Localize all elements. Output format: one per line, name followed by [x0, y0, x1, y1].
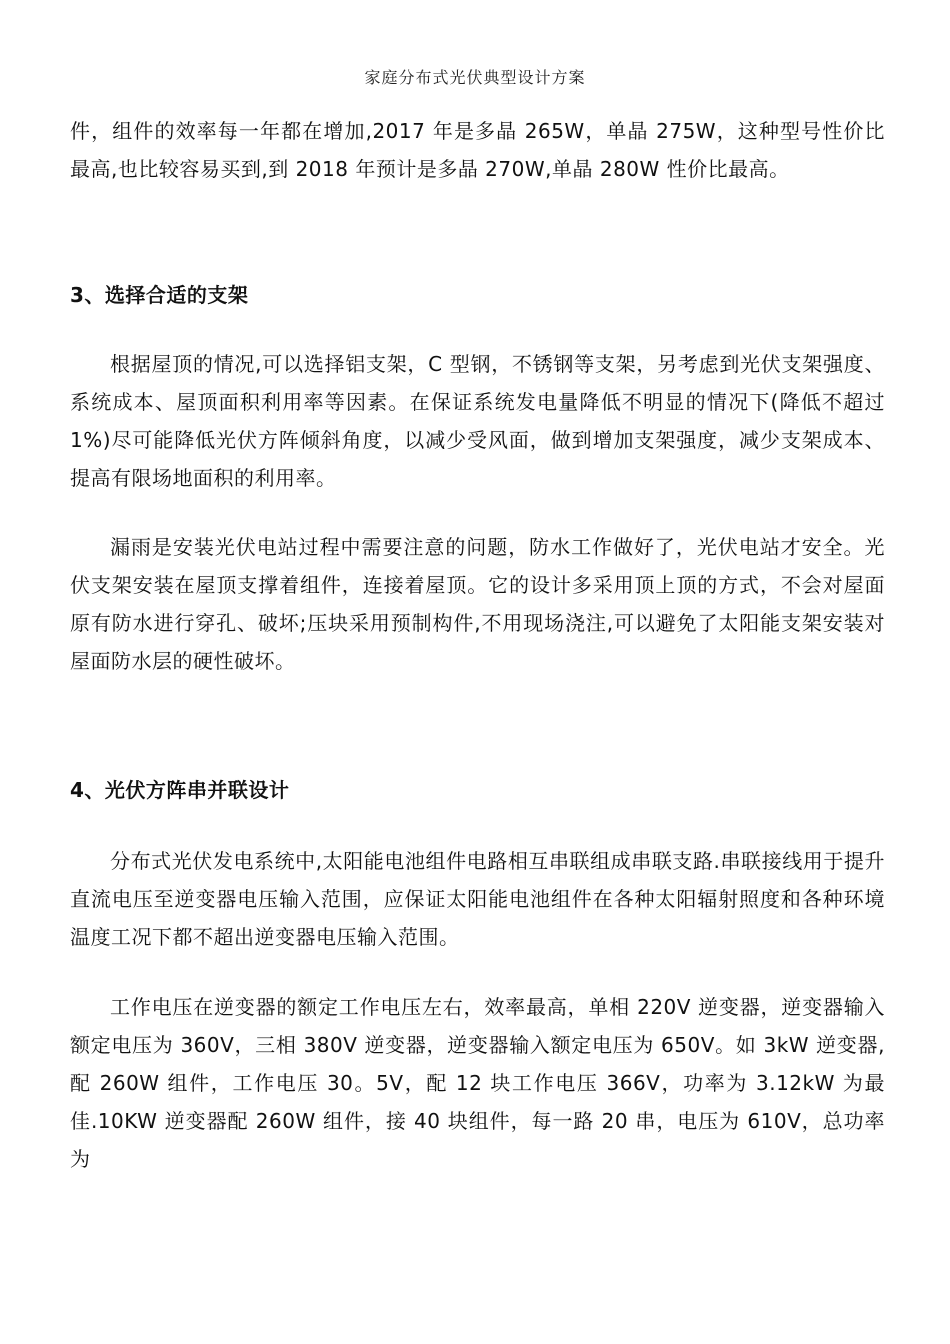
document-body [70, 112, 885, 1178]
section-heading-3: 3、选择合适的支架 [70, 283, 249, 307]
continuation-paragraph: 件，组件的效率每一年都在增加,2017 年是多晶 265W，单晶 275W，这种型号性价比最高,也比较容易买到,到 2018 年预计是多晶 270W,单晶 280W 性价比最高。 [70, 119, 885, 181]
paragraph: 分布式光伏发电系统中,太阳能电池组件电路相互串联组成串联支路.串联接线用于提升直流电压至逆变器电压输入范围，应保证太阳能电池组件在各种太阳辐射照度和各种环境温度工况下都不超出逆变器电压输入范围。 [70, 849, 885, 949]
paragraph: 漏雨是安装光伏电站过程中需要注意的问题，防水工作做好了，光伏电站才安全。光伏支架安装在屋顶支撑着组件，连接着屋顶。它的设计多采用顶上顶的方式，不会对屋面原有防水进行穿孔、破坏;压块采用预制构件,不用现场浇注,可以避免了太阳能支架安装对屋面防水层的硬性破坏。 [70, 535, 885, 673]
paragraph: 工作电压在逆变器的额定工作电压左右，效率最高，单相 220V 逆变器，逆变器输入额定电压为 360V，三相 380V 逆变器，逆变器输入额定电压为 650V。如 3kW 逆变器,配 260W 组件，工作电压 30。5V，配 12 块工作电压 366V，功率为 3.12kW 为最佳.10KW 逆变器配 260W 组件，接 40 块组件，每一路 20 串，电压为 610V，总功率为 [70, 995, 885, 1171]
section-heading-4: 4、光伏方阵串并联设计 [70, 778, 290, 802]
running-header: 家庭分布式光伏典型设计方案 [364, 68, 586, 87]
paragraph: 根据屋顶的情况,可以选择铝支架，C 型钢，不锈钢等支架，另考虑到光伏支架强度、系统成本、屋顶面积利用率等因素。在保证系统发电量降低不明显的情况下(降低不超过 1%)尽可能降低光伏方阵倾斜角度，以减少受风面，做到增加支架强度，减少支架成本、提高有限场地面积的利用率。 [70, 352, 885, 490]
